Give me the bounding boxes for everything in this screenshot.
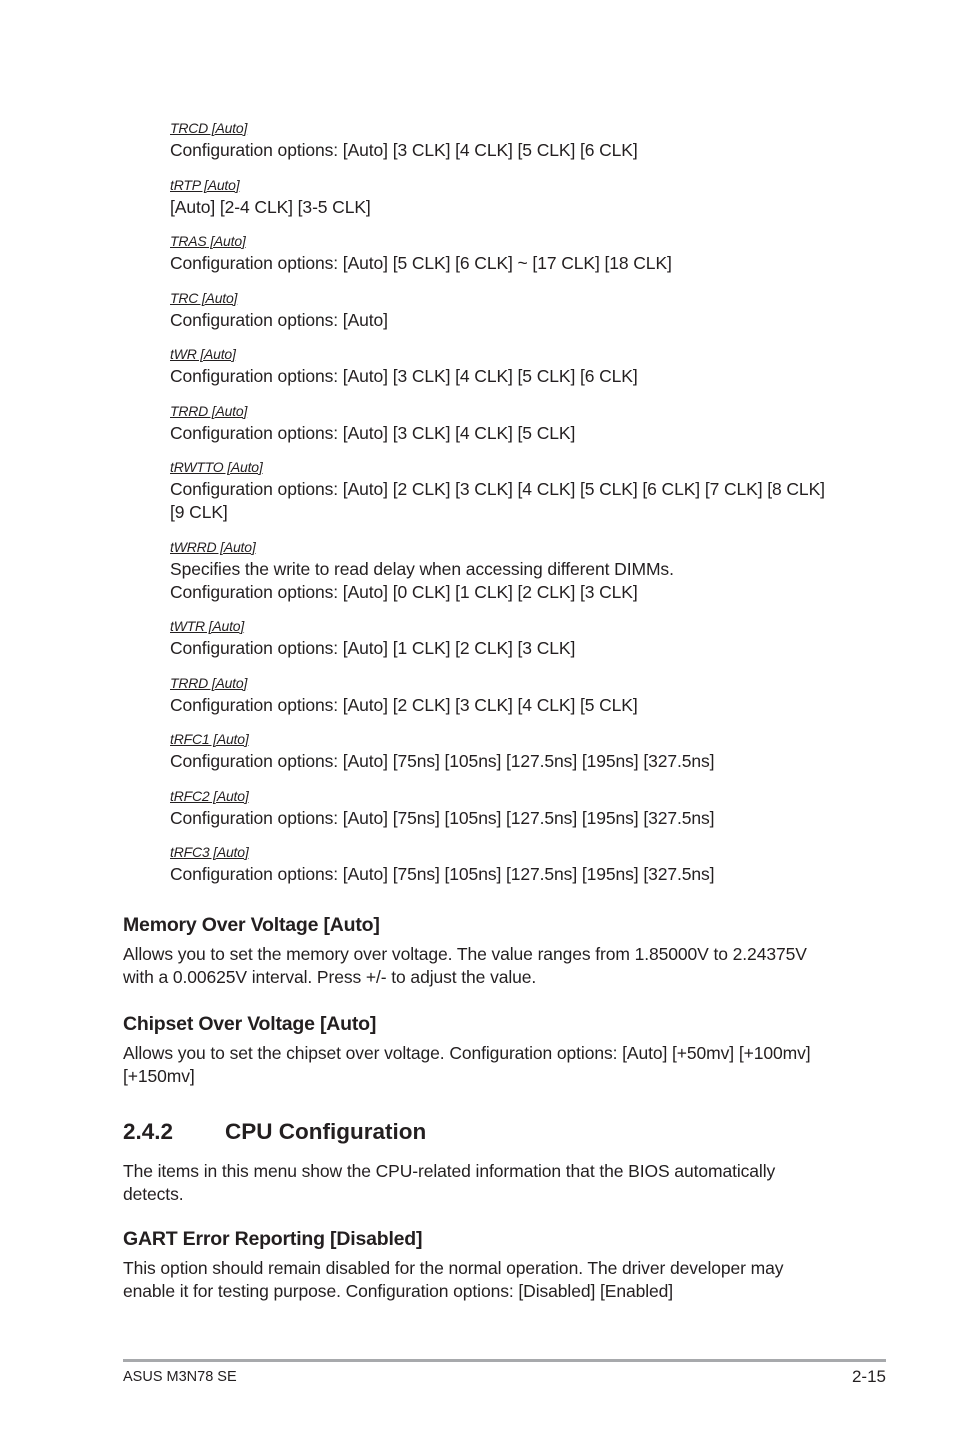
section-body <box>123 1042 823 1088</box>
list-item <box>170 672 850 717</box>
footer-divider <box>123 1359 886 1362</box>
section-heading: Memory Over Voltage [Auto] <box>123 914 380 936</box>
list-item <box>170 615 850 660</box>
list-item <box>170 456 850 524</box>
section-heading: Chipset Over Voltage [Auto] <box>123 1013 377 1035</box>
item-description: Configuration options: [Auto] [3 CLK] [4 CLK] [5 CLK] [6 CLK] <box>170 366 638 386</box>
list-item <box>170 174 850 219</box>
item-description: Specifies the write to read delay when accessing different DIMMs. <box>170 558 674 579</box>
item-title: tWRRD [Auto] <box>170 538 256 555</box>
item-title: tRWTTO [Auto] <box>170 459 263 475</box>
section-number: 2.4.2 <box>123 1119 174 1144</box>
item-description: Configuration options: [Auto] [2 CLK] [3 CLK] [4 CLK] [5 CLK] <box>170 694 638 715</box>
item-description: Configuration options: [Auto] [2 CLK] [3 CLK] [4 CLK] [5 CLK] [6 CLK] [7 CLK] [8 CLK] <box>170 479 825 499</box>
footer-product: ASUS M3N78 SE <box>123 1369 237 1385</box>
list-item <box>170 343 850 388</box>
item-title: TRAS [Auto] <box>170 233 246 249</box>
body-line: detects. <box>123 1184 184 1204</box>
item-title: TRCD [Auto] <box>170 120 248 136</box>
section-heading: GART Error Reporting [Disabled] <box>123 1228 423 1250</box>
item-title: tWTR [Auto] <box>170 618 245 634</box>
item-title: tRTP [Auto] <box>170 176 240 193</box>
section-body <box>123 943 823 989</box>
list-item <box>170 287 850 332</box>
item-description: Configuration options: [Auto] [0 CLK] [1 CLK] [2 CLK] [3 CLK] <box>170 581 638 602</box>
item-description: Configuration options: [Auto] [75ns] [105ns] [127.5ns] [195ns] [327.5ns] <box>170 807 715 828</box>
item-description: Configuration options: [Auto] [1 CLK] [2 CLK] [3 CLK] <box>170 638 576 658</box>
body-line: The items in this menu show the CPU-related information that the BIOS automatically <box>123 1161 776 1181</box>
item-description: Configuration options: [Auto] <box>170 309 388 330</box>
item-description: Configuration options: [Auto] [3 CLK] [4 CLK] [5 CLK] [6 CLK] <box>170 140 638 160</box>
body-line: [+150mv] <box>123 1066 195 1086</box>
cpu-configuration-heading <box>123 1117 426 1147</box>
list-item <box>170 400 850 445</box>
item-description: Configuration options: [Auto] [75ns] [105ns] [127.5ns] [195ns] [327.5ns] <box>170 751 715 771</box>
item-description: Configuration options: [Auto] [5 CLK] [6 CLK] ~ [17 CLK] [18 CLK] <box>170 253 672 273</box>
page-number: 2-15 <box>851 1367 886 1386</box>
item-description: Configuration options: [Auto] [3 CLK] [4 CLK] [5 CLK] <box>170 422 576 443</box>
item-title: TRRD [Auto] <box>170 674 248 691</box>
item-title: tWR [Auto] <box>170 346 236 362</box>
body-line: This option should remain disabled for the normal operation. The driver developer may <box>123 1258 784 1278</box>
list-item <box>170 728 850 773</box>
memory-timing-items <box>170 117 850 898</box>
memory-over-voltage-section <box>123 912 823 989</box>
item-description: [Auto] [2-4 CLK] [3-5 CLK] <box>170 196 371 217</box>
item-description: [9 CLK] <box>170 502 228 522</box>
section-title: CPU Configuration <box>225 1119 427 1144</box>
item-title: tRFC1 [Auto] <box>170 731 249 747</box>
item-title: tRFC3 [Auto] <box>170 844 249 860</box>
list-item <box>170 536 850 604</box>
item-title: TRC [Auto] <box>170 289 238 306</box>
section-body <box>123 1257 823 1303</box>
list-item <box>170 841 850 886</box>
body-line: Allows you to set the memory over voltage. The value ranges from 1.85000V to 2.24375V <box>123 944 807 964</box>
list-item <box>170 785 850 830</box>
body-line: Allows you to set the chipset over voltage. Configuration options: [Auto] [+50mv] [+100mv] <box>123 1043 811 1063</box>
item-description: Configuration options: [Auto] [75ns] [105ns] [127.5ns] [195ns] [327.5ns] <box>170 864 715 884</box>
gart-error-reporting-section <box>123 1226 823 1303</box>
list-item <box>170 230 850 275</box>
list-item <box>170 117 850 162</box>
chipset-over-voltage-section <box>123 1011 823 1088</box>
item-title: tRFC2 [Auto] <box>170 787 249 804</box>
body-line: with a 0.00625V interval. Press +/- to adjust the value. <box>123 967 537 987</box>
body-line: enable it for testing purpose. Configuration options: [Disabled] [Enabled] <box>123 1281 674 1301</box>
cpu-configuration-intro <box>123 1160 823 1206</box>
section-body <box>123 1160 823 1206</box>
item-title: TRRD [Auto] <box>170 402 248 419</box>
